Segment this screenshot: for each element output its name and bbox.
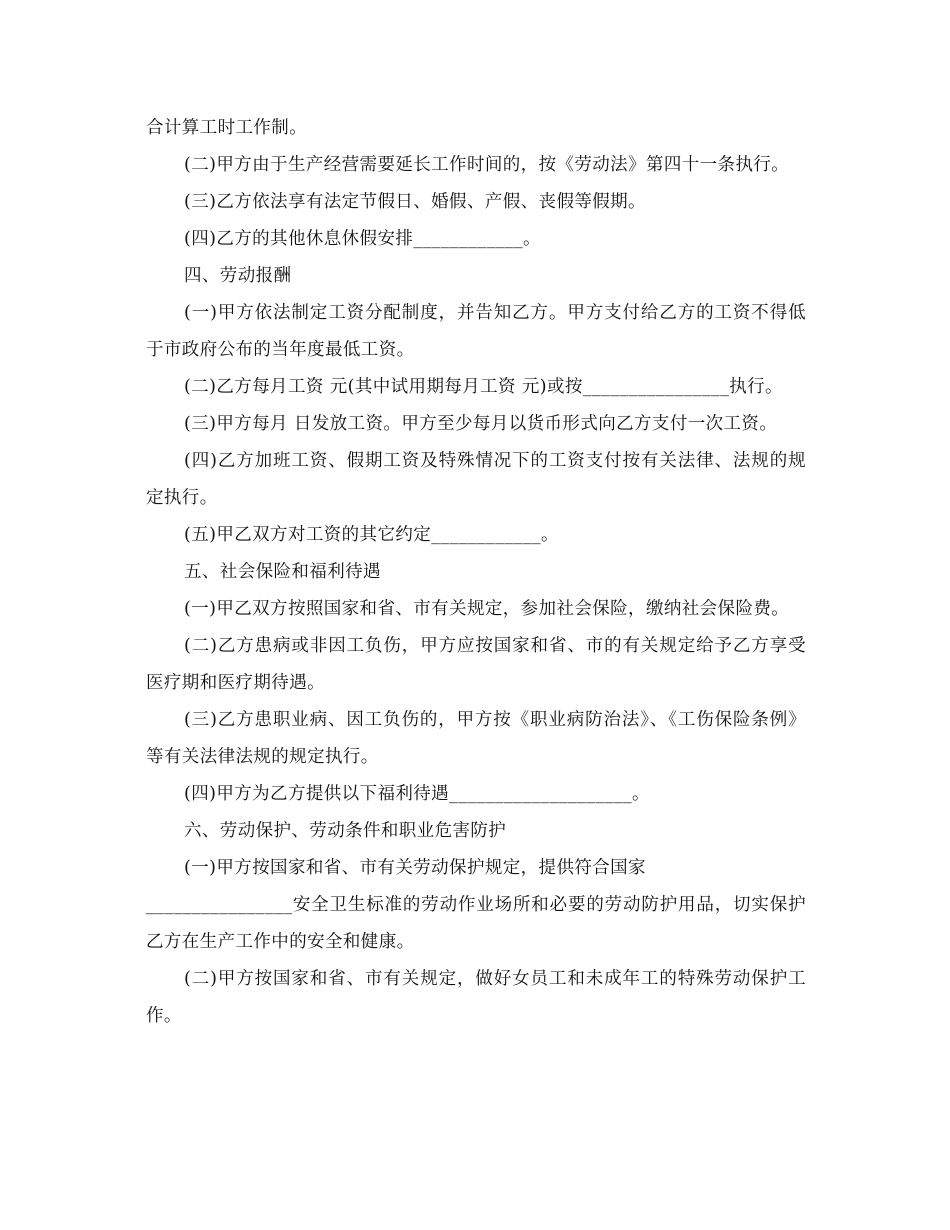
paragraph: (二)甲方按国家和省、市有关规定，做好女员工和未成年工的特殊劳动保护工作。 (146, 969, 806, 1026)
section-heading: 四、劳动报酬 (184, 266, 292, 286)
paragraph: (二)乙方每月工资 元(其中试用期每月工资 元)或按________________执行。 (184, 377, 783, 397)
paragraph: (一)甲方按国家和省、市有关劳动保护规定，提供符合国家 (184, 858, 646, 878)
paragraph-continuation: 合计算工时工作制。 (146, 118, 308, 138)
paragraph: (四)甲方为乙方提供以下福利待遇____________________。 (184, 784, 650, 804)
paragraph: (三)甲方每月 日发放工资。甲方至少每月以货币形式向乙方支付一次工资。 (184, 414, 778, 434)
document-body (146, 110, 806, 1035)
paragraph: (三)乙方患职业病、因工负伤的，甲方按《职业病防治法》、《工伤保险条例》等有关法律法规的规定执行。 (146, 710, 806, 767)
paragraph: (二)乙方患病或非因工负伤，甲方应按国家和省、市的有关规定给予乙方享受医疗期和医疗期待遇。 (146, 636, 806, 693)
paragraph: (五)甲乙双方对工资的其它约定____________。 (184, 525, 559, 545)
paragraph: (一)甲方依法制定工资分配制度，并告知乙方。甲方支付给乙方的工资不得低于市政府公布的当年度最低工资。 (146, 303, 806, 360)
paragraph: (四)乙方的其他休息休假安排____________。 (184, 229, 541, 249)
paragraph: (三)乙方依法享有法定节假日、婚假、产假、丧假等假期。 (184, 192, 646, 212)
paragraph-continuation: ________________安全卫生标准的劳动作业场所和必要的劳动防护用品，切实保护乙方在生产工作中的安全和健康。 (146, 895, 806, 952)
paragraph: (二)甲方由于生产经营需要延长工作时间的，按《劳动法》第四十一条执行。 (184, 155, 790, 175)
section-heading: 六、劳动保护、劳动条件和职业危害防护 (184, 821, 507, 841)
paragraph: (四)乙方加班工资、假期工资及特殊情况下的工资支付按有关法律、法规的规定执行。 (146, 451, 806, 508)
paragraph: (一)甲乙双方按照国家和省、市有关规定，参加社会保险，缴纳社会保险费。 (184, 599, 790, 619)
section-heading: 五、社会保险和福利待遇 (184, 562, 381, 582)
